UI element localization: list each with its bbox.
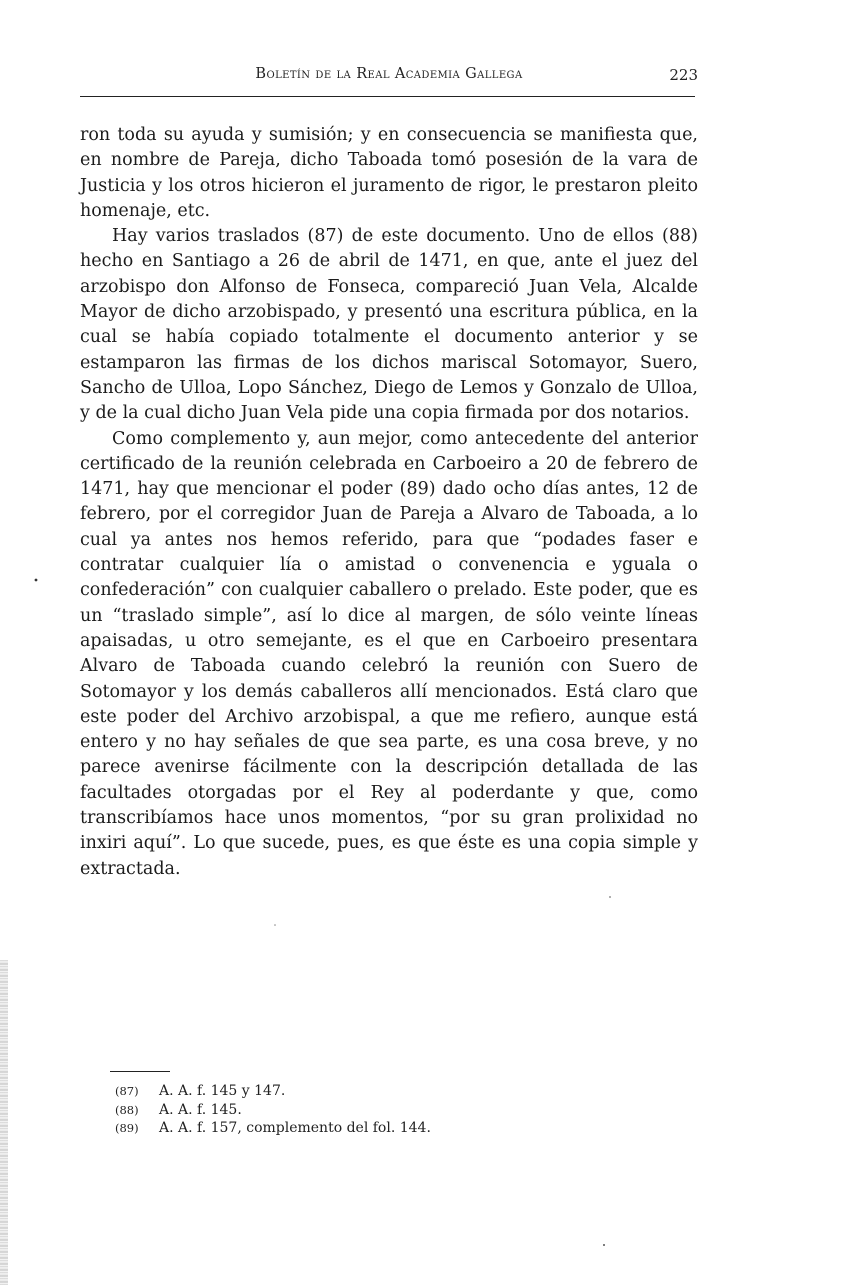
footnotes — [115, 1082, 715, 1138]
footnote-text: A. A. f. 145 y 147. — [159, 1083, 286, 1099]
paragraph-continuation: ron toda su ayuda y sumisión; y en consecuencia se manifiesta que, en nombre de Pareja, dicho Taboada tomó posesión de la vara de Justicia y los otros hicieron el juramento de rigor, le prestaron pleito homenaje, etc. — [80, 125, 698, 221]
speck — [274, 924, 276, 926]
footnote-mark: (87) — [115, 1084, 139, 1098]
paragraph-traslados: Hay varios traslados (87) de este documento. Uno de ellos (88) hecho en Santiago a 26 de abril de 1471, en que, ante el juez del arzobispo don Alfonso de Fonseca, compareció Juan Vela, Alcalde Mayor de dicho arzobispado, y presentó una escritura pública, en la cual se había copiado totalmente el documento anterior y se estamparon las firmas de los dichos mariscal Sotomayor, Suero, Sancho de Ulloa, Lopo Sánchez, Diego de Lemos y Gonzalo de Ulloa, y de la cual dicho Juan Vela pide una copia firmada por dos notarios. — [80, 226, 698, 424]
speck — [609, 896, 611, 898]
page-number: 223 — [669, 66, 698, 84]
footnote-mark: (88) — [115, 1102, 139, 1117]
body-text — [80, 123, 698, 882]
footnote-88 — [115, 1101, 715, 1120]
page-spine-shadow — [0, 960, 8, 1285]
journal-title: Boletín de la Real Academia Gallega — [255, 66, 523, 82]
footnote-rule — [110, 1071, 170, 1072]
footnote-text: A. A. f. 157, complemento del fol. 144. — [159, 1120, 431, 1136]
footnote-text: A. A. f. 145. — [159, 1101, 242, 1118]
paragraph-complemento: Como complemento y, aun mejor, como antecedente del anterior certificado de la reunión celebrada en Carboeiro a 20 de febrero de 1471, hay que mencionar el poder (89) dado ocho días antes, 12 de febrero, por el corregidor Juan de Pareja a Alvaro de Taboada, a lo cual ya antes nos hemos referido, para que “podades faser e contratar cualquier lía o amistad o convenencia e yguala o confederación” con cualquier caballero o prelado. Este poder, que es un “traslado simple”, así lo dice al margen, de sólo veinte líneas apaisadas, u otro semejante, es el que en Carboeiro presentara Alvaro de Taboada cuando celebró la reunión con Suero de Sotomayor y los demás caballeros allí mencionados. Está claro que este poder del Archivo arzobispal, a que me refiero, aunque está entero y no hay señales de que sea parte, es una cosa breve, y no parece avenirse fácilmente con la descripción detallada de las facultades otorgadas por el Rey al poderdante y que, como transcribíamos hace unos momentos, “por su gran prolixidad no inxiri aquí”. Lo que sucede, pues, es que éste es una copia simple y extractada. — [80, 428, 698, 879]
speck — [603, 1244, 605, 1246]
footnote-89 — [115, 1119, 715, 1138]
header-rule — [80, 96, 695, 97]
speck — [35, 579, 38, 582]
running-head — [80, 64, 698, 90]
footnote-87 — [115, 1082, 715, 1101]
footnote-mark: (89) — [115, 1121, 139, 1135]
